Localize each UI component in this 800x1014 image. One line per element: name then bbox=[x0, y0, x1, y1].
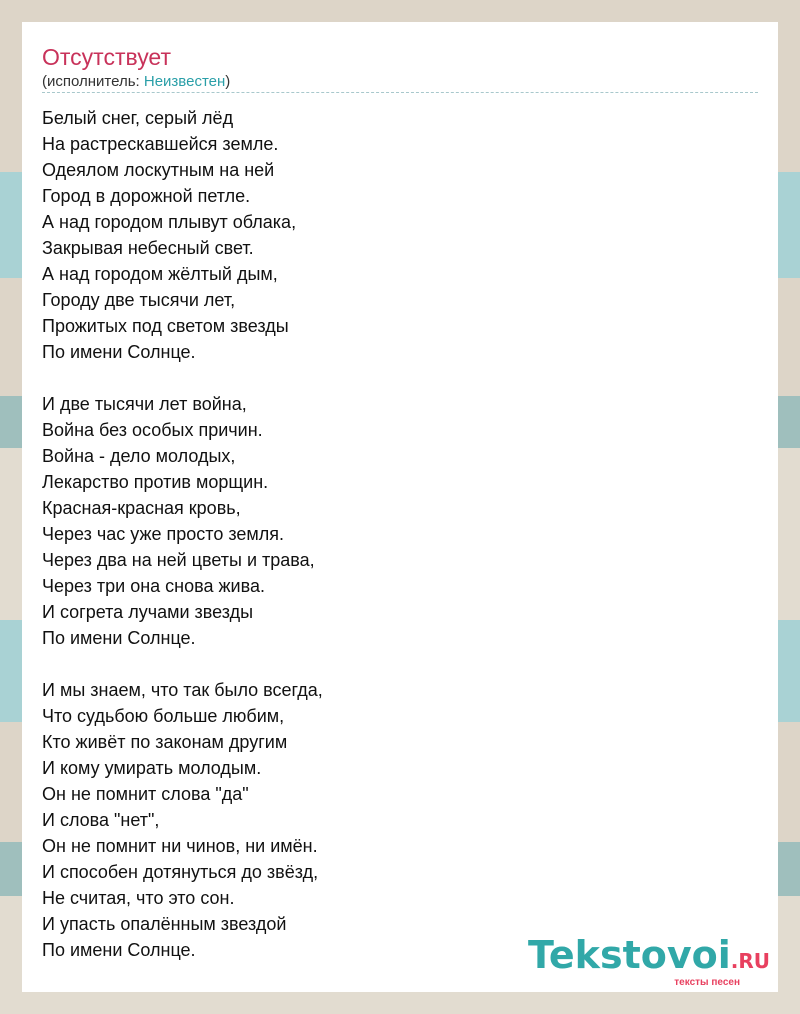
artist-link[interactable]: Неизвестен bbox=[143, 73, 226, 90]
lyric-line: Через два на ней цветы и трава, bbox=[42, 550, 315, 570]
lyric-line: Белый снег, серый лёд bbox=[42, 108, 234, 128]
lyric-line: Война без особых причин. bbox=[42, 420, 263, 440]
lyric-line: На растрескавшейся земле. bbox=[42, 134, 279, 154]
artist-suffix: ) bbox=[225, 73, 231, 90]
lyric-line: Он не помнит слова "да" bbox=[42, 784, 249, 804]
divider bbox=[42, 92, 758, 93]
lyric-line: Через час уже просто земля. bbox=[42, 524, 285, 544]
lyric-line: По имени Солнце. bbox=[42, 628, 196, 648]
lyric-line: Что судьбою больше любим, bbox=[42, 706, 285, 726]
lyric-line: Лекарство против морщин. bbox=[42, 472, 269, 492]
lyric-line: Война - дело молодых, bbox=[42, 446, 236, 466]
artist-line bbox=[42, 73, 230, 90]
lyric-line: И мы знаем, что так было всегда, bbox=[42, 680, 323, 700]
logo-tagline: тексты песен bbox=[674, 977, 740, 988]
lyric-line: Закрывая небесный свет. bbox=[42, 238, 254, 258]
lyric-line: Одеялом лоскутным на ней bbox=[42, 160, 275, 180]
lyric-line: Он не помнит ни чинов, ни имён. bbox=[42, 836, 318, 856]
lyric-line: И способен дотянуться до звёзд, bbox=[42, 862, 319, 882]
lyric-line: И согрета лучами звезды bbox=[42, 602, 254, 622]
lyric-line: Красная-красная кровь, bbox=[42, 498, 241, 518]
lyric-line: Прожитых под светом звезды bbox=[42, 316, 289, 336]
lyric-line: А над городом плывут облака, bbox=[42, 212, 297, 232]
lyric-line: По имени Солнце. bbox=[42, 342, 196, 362]
lyric-line: И упасть опалённым звездой bbox=[42, 914, 287, 934]
stanza-gap bbox=[42, 365, 323, 391]
lyric-line: Кто живёт по законам другим bbox=[42, 732, 288, 752]
lyrics-text bbox=[42, 105, 323, 963]
lyric-line: И две тысячи лет война, bbox=[42, 394, 247, 414]
stanza-gap bbox=[42, 651, 323, 677]
logo-wordmark: Tekstovoi.RU bbox=[528, 933, 770, 977]
lyric-line: Не считая, что это сон. bbox=[42, 888, 235, 908]
site-logo[interactable] bbox=[528, 935, 770, 988]
lyric-line: Город в дорожной петле. bbox=[42, 186, 251, 206]
artist-prefix: (исполнитель: bbox=[42, 73, 144, 90]
lyric-line: Через три она снова жива. bbox=[42, 576, 265, 596]
lyric-line: И слова "нет", bbox=[42, 810, 160, 830]
song-title: Отсутствует bbox=[42, 44, 171, 70]
lyric-line: Городу две тысячи лет, bbox=[42, 290, 236, 310]
lyric-line: По имени Солнце. bbox=[42, 940, 196, 960]
lyric-line: И кому умирать молодым. bbox=[42, 758, 262, 778]
lyric-line: А над городом жёлтый дым, bbox=[42, 264, 278, 284]
lyrics-card bbox=[22, 22, 778, 992]
